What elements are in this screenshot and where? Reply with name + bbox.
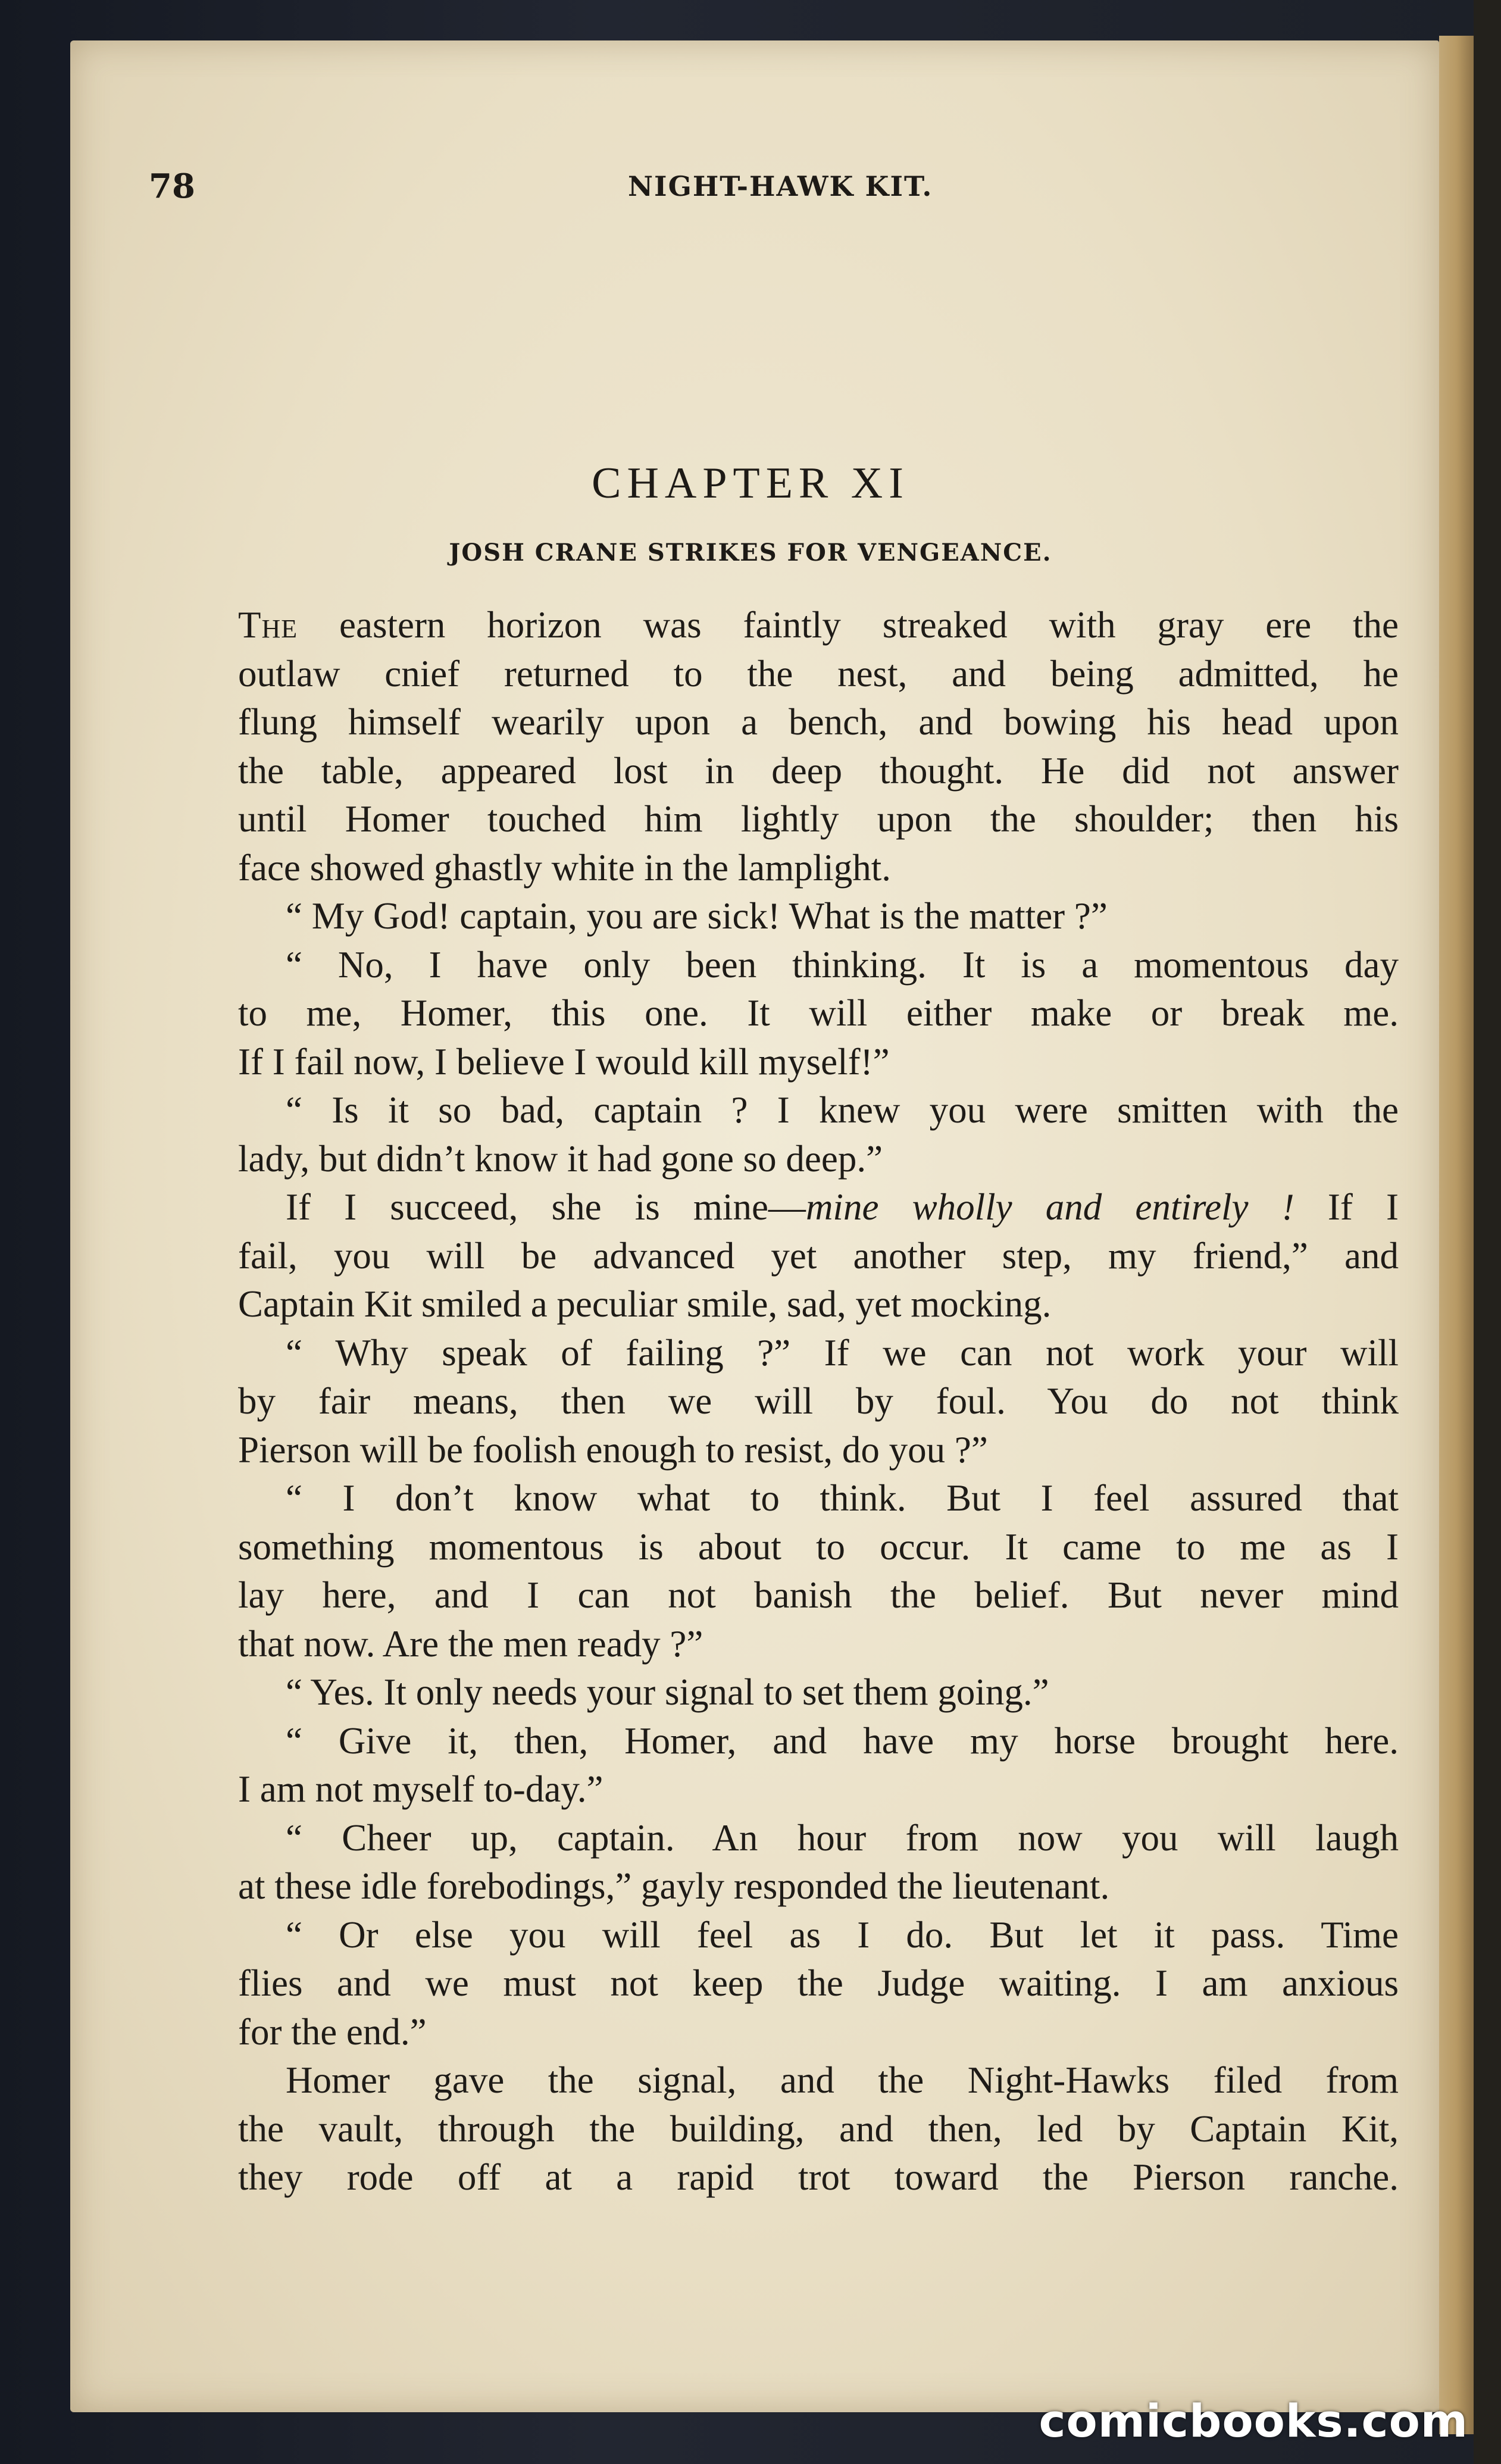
drop-word: The (238, 604, 298, 646)
text-line: “ Why speak of failing ?” If we can not work your will (286, 1331, 1399, 1374)
text-line: something momentous is about to occur. It came to me as I (238, 1525, 1399, 1568)
text-line: “ No, I have only been thinking. It is a momentous day (286, 943, 1399, 986)
text-line: lady, but didn’t know it had gone so deep.” (238, 1137, 883, 1180)
text-line: the table, appeared lost in deep thought. He did not answer (238, 749, 1399, 792)
text-line: Captain Kit smiled a peculiar smile, sad, yet mocking. (238, 1283, 1052, 1325)
text-line: until Homer touched him lightly upon the shoulder; then his (238, 798, 1399, 840)
text-line: “ Cheer up, captain. An hour from now you will laugh (286, 1816, 1399, 1859)
text-line: If I succeed, she is mine—mine wholly and entirely ! If I (286, 1186, 1399, 1228)
text-line: “ My God! captain, you are sick! What is the matter ?” (286, 895, 1108, 937)
text-line: the vault, through the building, and then, led by Captain Kit, (238, 2107, 1399, 2150)
running-head (149, 167, 1399, 208)
text-line: fail, you will be advanced yet another step, my friend,” and (238, 1234, 1399, 1277)
text-line: “ Give it, then, Homer, and have my horse brought here. (286, 1719, 1399, 1762)
chapter-title: CHAPTER XI (592, 459, 909, 508)
text-line: flies and we must not keep the Judge waiting. I am anxious (238, 1962, 1399, 2004)
text-line: to me, Homer, this one. It will either make or break me. (238, 992, 1399, 1034)
running-title: NIGHT-HAWK KIT. (628, 170, 933, 202)
text-line: “ Is it so bad, captain ? I knew you were smitten with the (286, 1089, 1399, 1131)
facing-page-edge (1439, 36, 1474, 2434)
page-number: 78 (149, 167, 195, 206)
site-watermark: comicbooks.com (1039, 2394, 1468, 2447)
text-line: Homer gave the signal, and the Night-Hawks filed from (286, 2059, 1399, 2101)
text-line: they rode off at a rapid trot toward the Pierson ranche. (238, 2156, 1399, 2198)
chapter-subtitle: JOSH CRANE STRIKES FOR VENGEANCE. (449, 539, 1052, 567)
text-line: at these idle forebodings,” gayly responded the lieutenant. (238, 1865, 1110, 1907)
text-line: I am not myself to-day.” (238, 1768, 603, 1810)
text-line: “ Or else you will feel as I do. But let it pass. Time (286, 1913, 1399, 1956)
text-line: The eastern horizon was faintly streaked with gray ere the (238, 604, 1399, 646)
text-line: outlaw cnief returned to the nest, and being admitted, he (238, 652, 1399, 695)
text-line: flung himself wearily upon a bench, and bowing his head upon (238, 701, 1399, 743)
text-line: face showed ghastly white in the lamplight. (238, 846, 891, 889)
text-line: for the end.” (238, 2010, 427, 2053)
binding-shadow (1474, 0, 1501, 2464)
text-line: “ I don’t know what to think. But I feel assured that (286, 1477, 1399, 1519)
text-line: “ Yes. It only needs your signal to set them going.” (286, 1671, 1049, 1713)
chapter-body (238, 601, 1399, 2202)
text-line: lay here, and I can not banish the belief. But never mind (238, 1574, 1399, 1616)
text-line: by fair means, then we will by foul. You do not think (238, 1380, 1399, 1422)
italic-phrase: mine wholly and entirely ! (805, 1186, 1294, 1228)
text-line: If I fail now, I believe I would kill myself!” (238, 1040, 890, 1083)
text-line: Pierson will be foolish enough to resist, do you ?” (238, 1428, 988, 1471)
text-line: that now. Are the men ready ?” (238, 1622, 703, 1665)
